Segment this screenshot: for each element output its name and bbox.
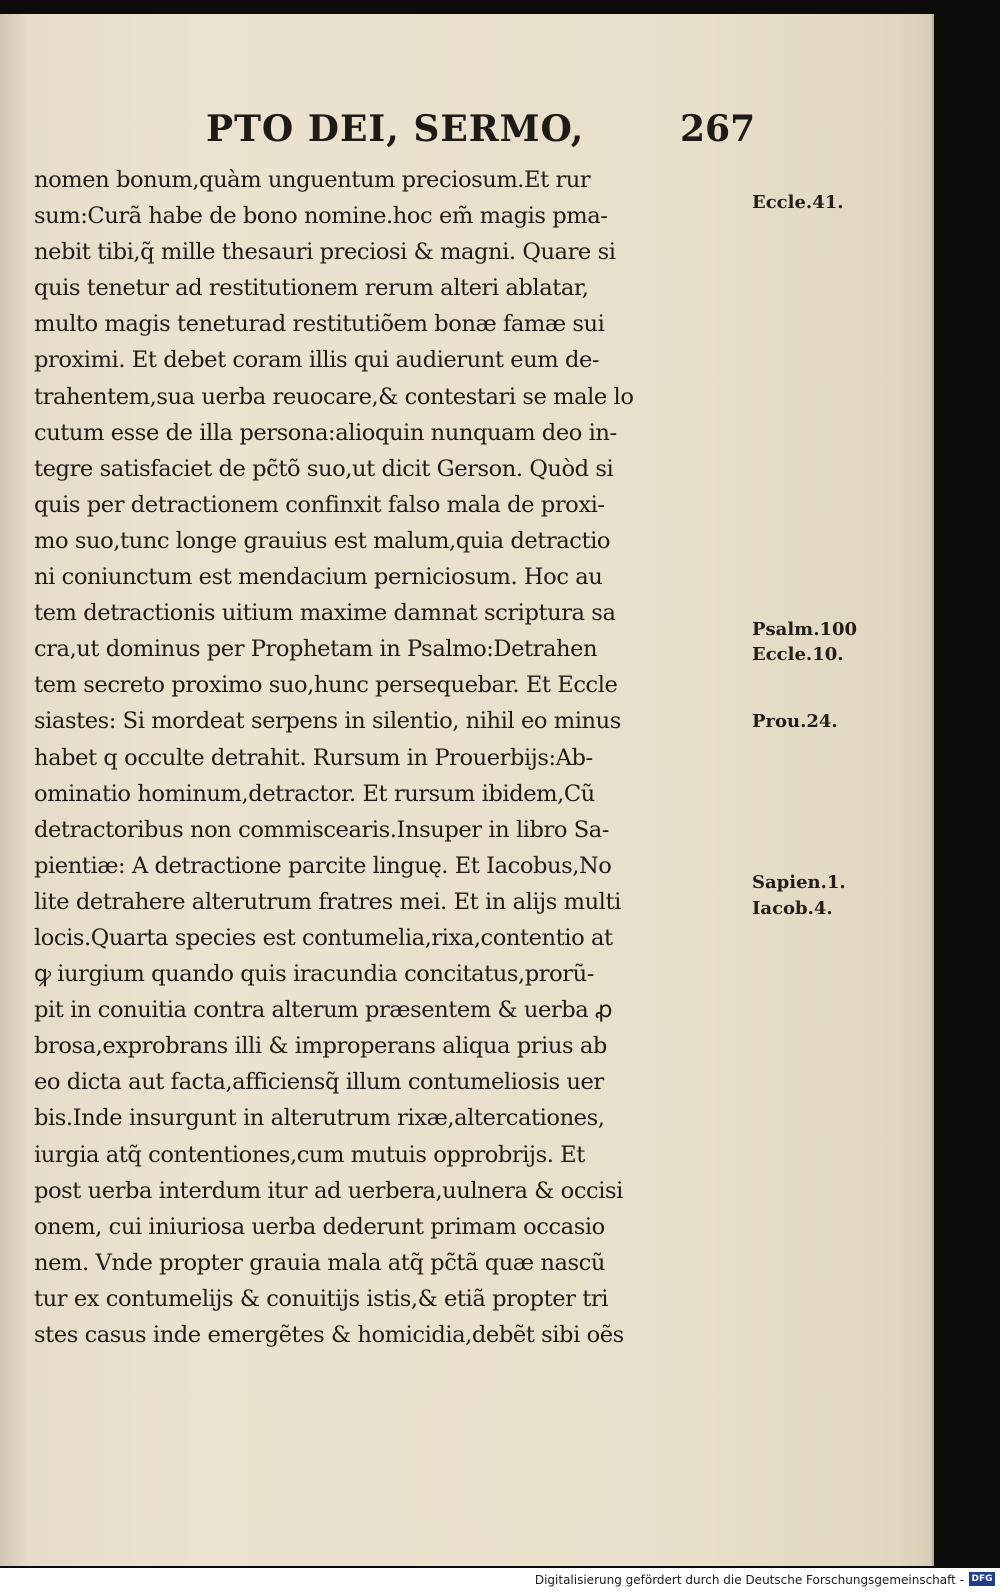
text-line: cra,ut dominus per Prophetam in Psalmo:Detrahen [34,636,598,663]
text-line: tem detractionis uitium maxime damnat scriptura sa [34,600,616,627]
text-line: quis per detractionem confinxit falso mala de proxi- [34,491,605,518]
text-line: mo suo,tunc longe grauius est malum,quia detractio [34,527,611,554]
margin-note: Prou.24. [752,711,838,732]
text-line: siastes: Si mordeat serpens in silentio, nihil eo minus [34,708,621,735]
text-line: pientiæ: A detractione parcite linguę. Et Iacobus,No [34,852,612,879]
text-line: nem. Vnde propter grauia mala atq̃ pc̃tã quæ nascũ [34,1249,605,1276]
book-page [0,14,934,1566]
text-line: onem, cui iniuriosa uerba dederunt primam occasio [34,1213,605,1240]
text-line: cutum esse de illa persona:alioquin nunquam deo in- [34,419,617,446]
text-line: multo magis teneturad restitutiõem bonæ famæ sui [34,311,605,338]
text-line: habet q occulte detrahit. Rursum in Prouerbijs:Ab- [34,744,593,771]
text-line: lite detrahere alterutrum fratres mei. Et in alijs multi [34,888,621,915]
text-line: nebit tibi,q̃ mille thesauri preciosi & magni. Quare si [34,239,616,266]
text-line: post uerba interdum itur ad uerbera,uulnera & occisi [34,1177,623,1204]
margin-note: Sapien.1. [752,872,846,893]
text-line: pit in conuitia contra alterum præsentem & uerba ꝓ [34,997,613,1024]
text-line: detractoribus non commiscearis.Insuper in libro Sa- [34,816,609,843]
margin-note: Psalm.100 [752,619,858,640]
text-line: tem secreto proximo suo,hunc persequebar. Et Eccle [34,672,618,699]
text-line: tegre satisfaciet de pc̃tõ suo,ut dicit Gerson. Quòd si [34,455,614,482]
text-line: stes casus inde emergẽtes & homicidia,debẽt sibi oẽs [34,1322,624,1348]
text-line: ominatio hominum,detractor. Et rursum ibidem,Cũ [34,780,595,807]
text-line: ꝙ iurgium quando quis iracundia concitatus,prorũ- [34,961,594,988]
text-line: proximi. Et debet coram illis qui audierunt eum de- [34,347,600,374]
margin-note: Eccle.41. [752,192,844,213]
text-line: trahentem,sua uerba reuocare,& contestari se male lo [34,383,634,410]
text-line: bis.Inde insurgunt in alterutrum rixæ,altercationes, [34,1105,605,1132]
text-line: sum:Curã habe de bono nomine.hoc em̃ magis pma- [34,203,608,230]
text-line: eo dicta aut facta,afficiensq̃ illum contumeliosis uer [34,1069,604,1096]
text-line: brosa,exprobrans illi & improperans aliqua prius ab [34,1033,607,1060]
margin-note: Eccle.10. [752,644,844,665]
dfg-logo-icon: DFG [969,1572,995,1586]
text-line: quis tenetur ad restitutionem rerum alteri ablatar, [34,275,589,302]
text-line: tur ex contumelijs & conuitijs istis,& etiã propter tri [34,1285,608,1312]
text-line: ni coniunctum est mendacium perniciosum. Hoc au [34,564,603,591]
footer-bar [0,1568,1000,1593]
text-line: iurgia atq̃ contentiones,cum mutuis opprobrijs. Et [34,1141,585,1168]
footer-credit: Digitalisierung gefördert durch die Deutsche Forschungsgemeinschaft - [534,1573,964,1587]
body-text [34,162,754,1353]
running-title: PTO DEI, SERMO, [206,108,585,150]
text-line: locis.Quarta species est contumelia,rixa,contentio at [34,924,613,951]
margin-note: Iacob.4. [752,898,833,919]
text-line: nomen bonum,quàm unguentum preciosum.Et rur [34,167,591,193]
page-number: 267 [680,108,756,150]
